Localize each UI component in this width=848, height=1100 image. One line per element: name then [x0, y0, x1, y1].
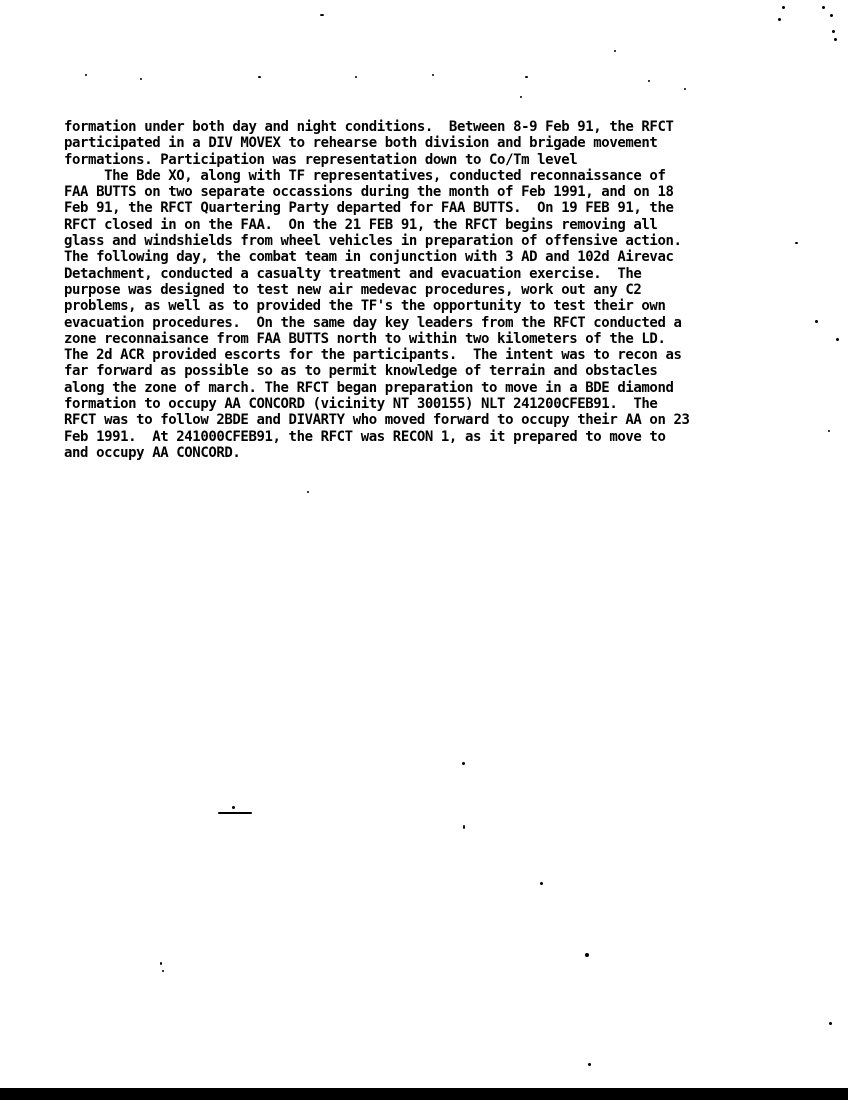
scan-speck	[525, 76, 528, 78]
scan-speck	[648, 80, 650, 82]
scan-speck	[232, 806, 235, 809]
scan-speck	[160, 962, 162, 965]
scan-speck	[540, 882, 543, 885]
text-line: The following day, the combat team in conjunction with 3 AD and 102d Airevac	[64, 249, 674, 266]
scan-speck	[462, 762, 465, 765]
scan-speck	[140, 78, 142, 80]
scan-speck	[85, 74, 87, 76]
text-line: purpose was designed to test new air medevac procedures, work out any C2	[64, 281, 642, 298]
text-line: RFCT was to follow 2BDE and DIVARTY who moved forward to occupy their AA on 23	[64, 412, 690, 429]
text-line: glass and windshields from wheel vehicles in preparation of offensive action.	[64, 233, 682, 250]
scan-speck	[614, 50, 616, 52]
scan-speck	[832, 30, 835, 33]
text-line: participated in a DIV MOVEX to rehearse both division and brigade movement	[64, 135, 658, 152]
text-line: formation under both day and night conditions. Between 8-9 Feb 91, the RFCT	[64, 119, 674, 135]
scan-speck	[162, 970, 164, 972]
scan-speck	[815, 320, 818, 323]
body-text	[64, 119, 813, 461]
text-line: FAA BUTTS on two separate occassions during the month of Feb 1991, and on 18	[64, 184, 674, 201]
scan-speck	[778, 18, 781, 21]
scan-speck	[795, 242, 798, 244]
scan-speck	[218, 812, 252, 814]
text-line: Detachment, conducted a casualty treatment and evacuation exercise. The	[64, 265, 642, 282]
text-line: along the zone of march. The RFCT began preparation to move in a BDE diamond	[64, 379, 674, 396]
text-line: Feb 91, the RFCT Quartering Party departed for FAA BUTTS. On 19 FEB 91, the	[64, 200, 674, 217]
scan-speck	[822, 6, 825, 9]
scan-speck	[520, 96, 522, 98]
scan-speck	[307, 491, 309, 493]
scan-speck	[258, 76, 261, 78]
text-line: evacuation procedures. On the same day key leaders from the RFCT conducted a	[64, 314, 682, 331]
scan-speck	[585, 953, 589, 957]
scan-speck	[432, 74, 434, 76]
text-line: The Bde XO, along with TF representatives, conducted reconnaissance of	[64, 167, 666, 184]
scan-speck	[830, 14, 833, 17]
text-line: and occupy AA CONCORD.	[64, 444, 241, 461]
text-line: problems, as well as to provided the TF's the opportunity to test their own	[64, 298, 666, 315]
text-line: RFCT closed in on the FAA. On the 21 FEB 91, the RFCT begins removing all	[64, 216, 658, 233]
scan-speck	[836, 338, 839, 341]
text-line: formation to occupy AA CONCORD (vicinity NT 300155) NLT 241200CFEB91. The	[64, 396, 658, 413]
scan-speck	[834, 38, 837, 41]
scan-speck	[829, 1022, 832, 1025]
text-line: Feb 1991. At 241000CFEB91, the RFCT was RECON 1, as it prepared to move to	[64, 428, 666, 445]
scan-speck	[355, 76, 357, 78]
text-line: zone reconnaisance from FAA BUTTS north to within two kilometers of the LD.	[64, 330, 666, 347]
text-line: formations. Participation was representation down to Co/Tm level	[64, 151, 578, 168]
text-line: The 2d ACR provided escorts for the participants. The intent was to recon as	[64, 347, 682, 364]
scan-speck	[828, 430, 830, 432]
scan-speck	[782, 6, 785, 9]
scan-speck	[320, 14, 324, 16]
scan-speck	[588, 1063, 591, 1066]
text-line: far forward as possible so as to permit knowledge of terrain and obstacles	[64, 363, 658, 380]
scan-border	[0, 1088, 848, 1100]
scan-speck	[463, 825, 465, 829]
scan-speck	[684, 88, 686, 90]
